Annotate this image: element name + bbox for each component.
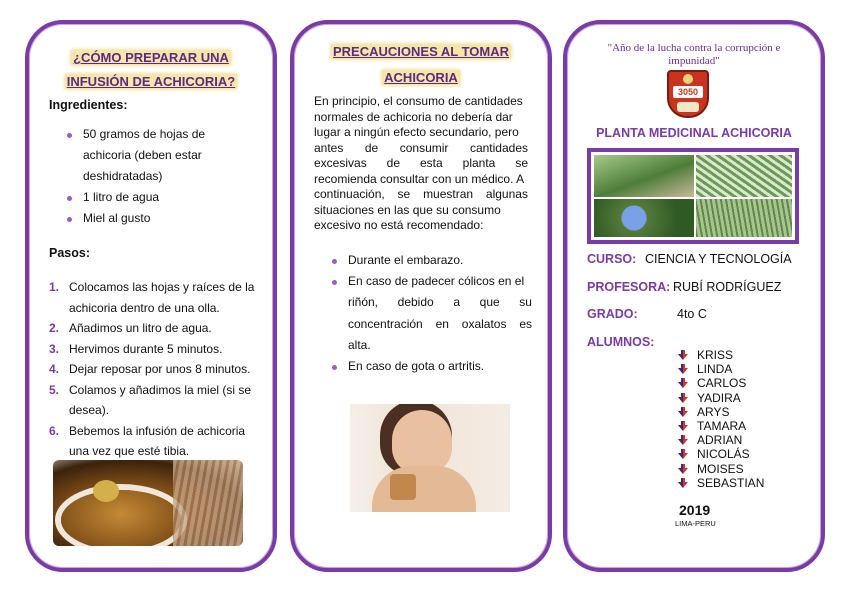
list-item: ADRIAN xyxy=(675,433,764,447)
grade-value: 4to C xyxy=(677,307,707,321)
list-item: LINDA xyxy=(675,362,764,376)
panel-preparation xyxy=(25,20,277,572)
ingredients-list xyxy=(67,124,257,229)
list-item: KRISS xyxy=(675,348,764,362)
arrow-down-icon xyxy=(677,363,689,375)
motto: "Año de la lucha contra la corrupción e impunidad" xyxy=(607,42,781,67)
cover-heading: PLANTA MEDICINAL ACHICORIA xyxy=(596,126,792,140)
list-item: Miel al gusto xyxy=(67,208,257,229)
arrow-down-icon xyxy=(677,434,689,446)
students-label: ALUMNOS: xyxy=(587,335,655,349)
school-crest-logo: 3050 xyxy=(667,70,709,118)
steps-list xyxy=(49,277,261,462)
grade-label: GRADO: xyxy=(587,307,638,321)
list-item: 4. Dejar reposar por unos 8 minutos. xyxy=(49,362,251,376)
panel1-title-line1: ¿CÓMO PREPARAR UNA xyxy=(73,50,229,65)
list-item: NICOLÁS xyxy=(675,447,764,461)
arrow-down-icon xyxy=(677,349,689,361)
list-item: YADIRA xyxy=(675,391,764,405)
list-item: Durante el embarazo. xyxy=(332,250,532,271)
list-item: 3. Hervimos durante 5 minutos. xyxy=(49,341,223,356)
course-value: CIENCIA Y TECNOLOGÍA xyxy=(645,252,792,266)
precautions-list xyxy=(332,250,532,377)
panel-precautions xyxy=(290,20,552,572)
arrow-down-icon xyxy=(677,392,689,404)
list-item: MOISES xyxy=(675,462,764,476)
arrow-down-icon xyxy=(677,477,689,489)
steps-heading: Pasos: xyxy=(49,246,90,260)
list-item: 1. Colocamos las hojas y raíces de la achicoria dentro de una olla. xyxy=(49,280,255,315)
teacher-value: RUBÍ RODRÍGUEZ xyxy=(673,280,782,294)
woman-drinking-tea-image xyxy=(350,404,510,512)
list-item: 6. Bebemos la infusión de achicoria una vez que esté tibia. xyxy=(49,423,246,458)
list-item: 5. Colamos y añadimos la miel (si se desea). xyxy=(49,382,252,417)
list-item: CARLOS xyxy=(675,376,764,390)
panel1-title-line2: INFUSIÓN DE ACHICORIA? xyxy=(66,74,236,89)
arrow-down-icon xyxy=(677,463,689,475)
list-item: 1 litro de agua xyxy=(67,187,257,208)
panel-cover xyxy=(563,20,825,572)
arrow-down-icon xyxy=(677,377,689,389)
tea-cup-image xyxy=(53,460,243,546)
list-item: 50 gramos de hojas de achicoria (deben estar deshidratadas) xyxy=(67,124,257,187)
precautions-intro: En principio, el consumo de cantidades normales de achicoria no debería dar lugar a ningún efecto secundario, pero antes de consumir cantidades excesivas de esta planta se recomienda consultar con un médico. A continuación, se muestran algunas situaciones en las que su consumo excesivo no está recomendado: xyxy=(314,94,528,232)
place: LIMA-PERU xyxy=(675,519,716,528)
chicory-photo-collage xyxy=(587,148,799,244)
teacher-label: PROFESORA: xyxy=(587,280,671,294)
ingredients-heading: Ingredientes: xyxy=(49,98,128,112)
list-item: 2. Añadimos un litro de agua. xyxy=(49,321,212,335)
list-item: SEBASTIAN xyxy=(675,476,764,490)
list-item: En caso de padecer cólicos en el riñón, debido a que su concentración en oxalatos es alta. xyxy=(332,271,532,356)
students-list xyxy=(675,348,764,490)
panel2-title-line1: PRECAUCIONES AL TOMAR xyxy=(333,44,509,59)
panel2-title-line2: ACHICORIA xyxy=(384,70,458,85)
arrow-down-icon xyxy=(677,448,689,460)
list-item: TAMARA xyxy=(675,419,764,433)
list-item: En caso de gota o artritis. xyxy=(332,356,532,377)
arrow-down-icon xyxy=(677,420,689,432)
list-item: ARYS xyxy=(675,405,764,419)
course-label: CURSO: xyxy=(587,252,637,266)
arrow-down-icon xyxy=(677,406,689,418)
year: 2019 xyxy=(679,502,711,518)
